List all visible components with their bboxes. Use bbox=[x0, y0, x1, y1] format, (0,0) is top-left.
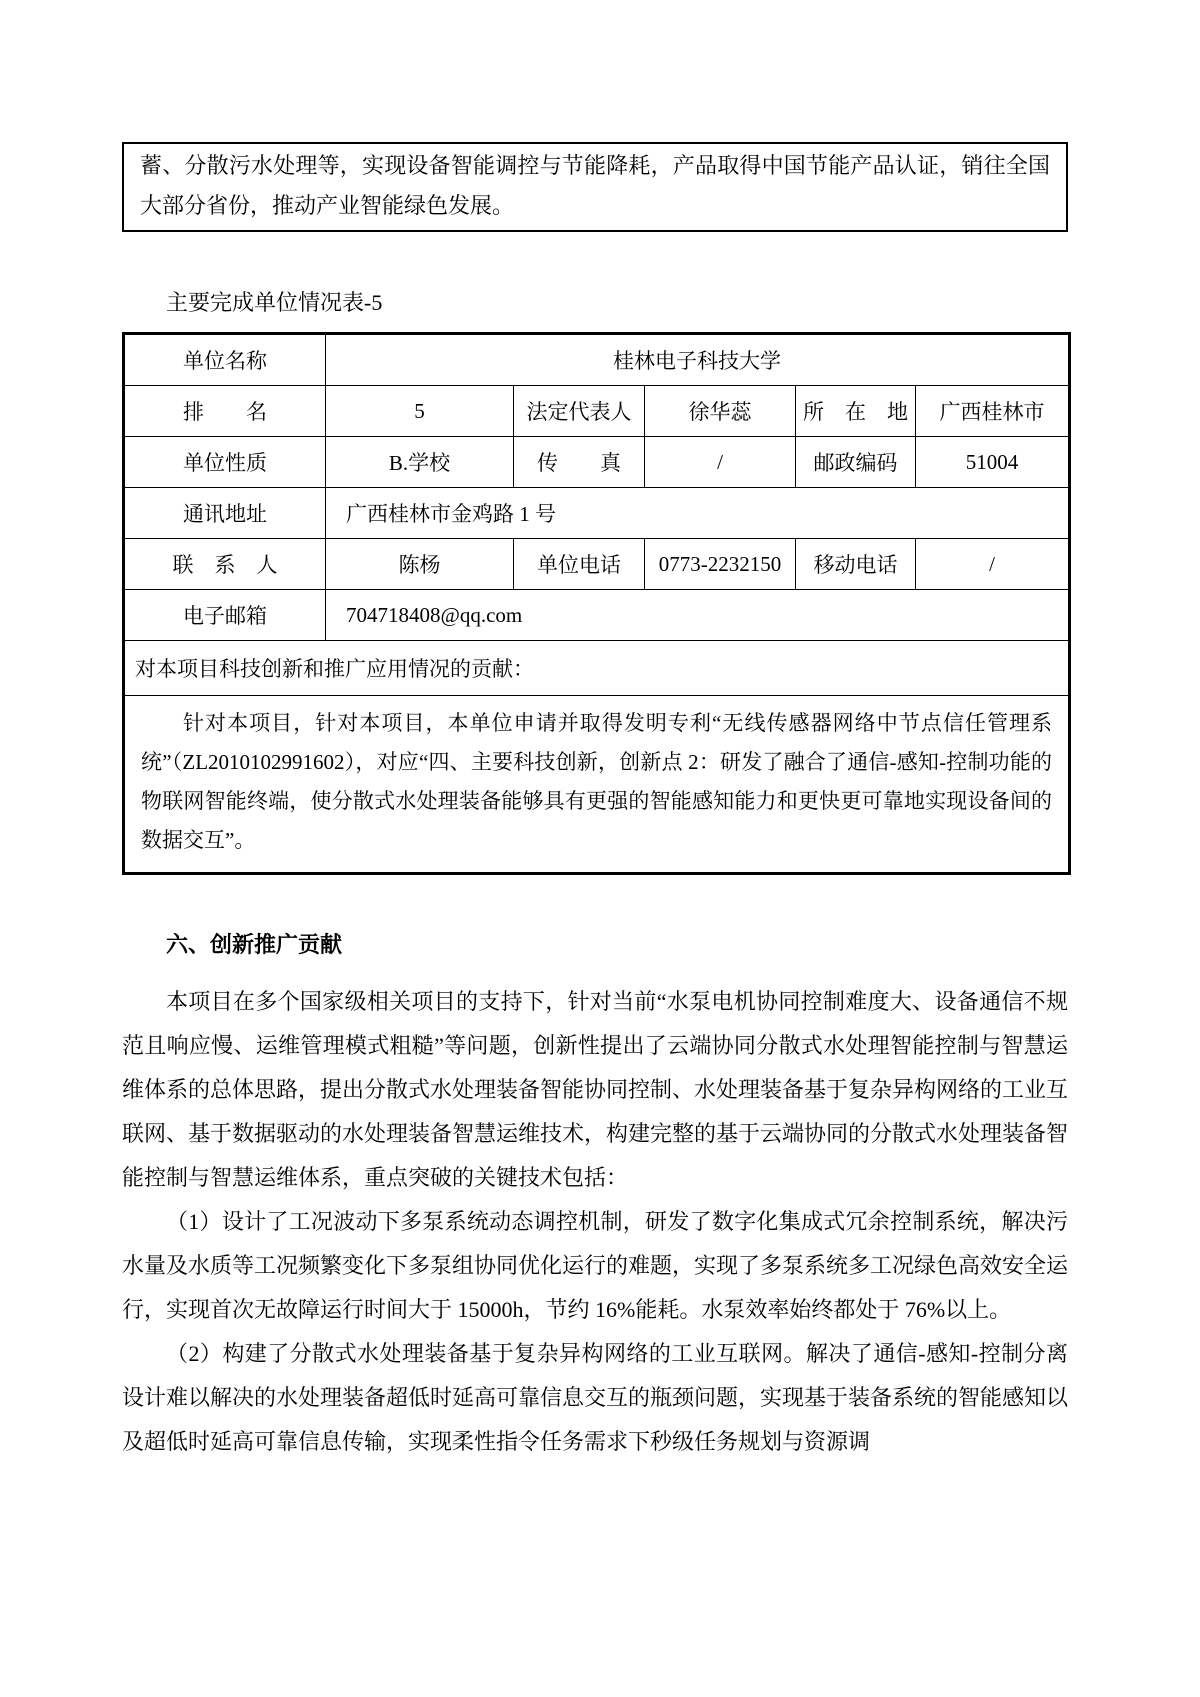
table-row bbox=[124, 590, 1070, 641]
location-label: 所 在 地 bbox=[796, 386, 916, 437]
table-row bbox=[124, 641, 1070, 696]
table-row bbox=[124, 539, 1070, 590]
unit-info-table bbox=[122, 332, 1071, 875]
rank-value: 5 bbox=[326, 386, 514, 437]
fax-label: 传 真 bbox=[514, 437, 645, 488]
table-row bbox=[124, 386, 1070, 437]
table-row bbox=[124, 488, 1070, 539]
section-six-heading: 六、创新推广贡献 bbox=[166, 932, 343, 957]
contribution-text: 针对本项目，针对本项目，本单位申请并取得发明专利“无线传感器网络中节点信任管理系统”（ZL2010102991602），对应“四、主要科技创新，创新点 2：研发了融合了通信-感知-控制功能的物联网智能终端，使分散式水处理装备能够具有更强的智能感知能力和更快更可靠地实现设备间的数据交互”。 bbox=[141, 711, 1053, 852]
legal-representative-label: 法定代表人 bbox=[514, 386, 645, 437]
mailing-address-value: 广西桂林市金鸡路 1 号 bbox=[326, 488, 1070, 539]
unit-phone-value: 0773-2232150 bbox=[645, 539, 796, 590]
unit-name-value: 桂林电子科技大学 bbox=[326, 334, 1070, 386]
unit-name-label: 单位名称 bbox=[124, 334, 326, 386]
unit-nature-label: 单位性质 bbox=[124, 437, 326, 488]
email-label: 电子邮箱 bbox=[124, 590, 326, 641]
mailing-address-label: 通讯地址 bbox=[124, 488, 326, 539]
section-six-body bbox=[122, 980, 1068, 1464]
rank-label: 排 名 bbox=[124, 386, 326, 437]
unit-nature-value: B.学校 bbox=[326, 437, 514, 488]
table-title: 主要完成单位情况表-5 bbox=[166, 290, 383, 315]
table-row bbox=[124, 334, 1070, 386]
table-row bbox=[124, 696, 1070, 874]
postal-code-value: 51004 bbox=[916, 437, 1070, 488]
section-six-paragraph-1: 本项目在多个国家级相关项目的支持下，针对当前“水泵电机协同控制难度大、设备通信不规范且响应慢、运维管理模式粗糙”等问题，创新性提出了云端协同分散式水处理智能控制与智慧运维体系的总体思路，提出分散式水处理装备智能协同控制、水处理装备基于复杂异构网络的工业互联网、基于数据驱动的水处理装备智慧运维技术，构建完整的基于云端协同的分散式水处理装备智能控制与智慧运维体系，重点突破的关键技术包括： bbox=[122, 989, 1069, 1190]
mobile-phone-value: / bbox=[916, 539, 1070, 590]
postal-code-label: 邮政编码 bbox=[796, 437, 916, 488]
contribution-heading: 对本项目科技创新和推广应用情况的贡献： bbox=[124, 641, 1070, 696]
continuation-paragraph bbox=[122, 142, 1068, 232]
contact-person-label: 联 系 人 bbox=[124, 539, 326, 590]
legal-representative-value: 徐华蕊 bbox=[645, 386, 796, 437]
section-six-paragraph-3: （2）构建了分散式水处理装备基于复杂异构网络的工业互联网。解决了通信-感知-控制分离设计难以解决的水处理装备超低时延高可靠信息交互的瓶颈问题，实现基于装备系统的智能感知以及超低时延高可靠信息传输，实现柔性指令任务需求下秒级任务规划与资源调 bbox=[122, 1341, 1069, 1454]
location-value: 广西桂林市 bbox=[916, 386, 1070, 437]
continuation-text: 蓄、分散污水处理等，实现设备智能调控与节能降耗，产品取得中国节能产品认证，销往全国大部分省份，推动产业智能绿色发展。 bbox=[140, 153, 1050, 218]
table-row bbox=[124, 437, 1070, 488]
mobile-phone-label: 移动电话 bbox=[796, 539, 916, 590]
contact-person-value: 陈杨 bbox=[326, 539, 514, 590]
fax-value: / bbox=[645, 437, 796, 488]
email-value: 704718408@qq.com bbox=[326, 590, 1070, 641]
section-six-paragraph-2: （1）设计了工况波动下多泵系统动态调控机制，研发了数字化集成式冗余控制系统，解决污水量及水质等工况频繁变化下多泵组协同优化运行的难题，实现了多泵系统多工况绿色高效安全运行，实现首次无故障运行时间大于 15000h，节约 16%能耗。水泵效率始终都处于 76%以上。 bbox=[122, 1209, 1069, 1322]
contribution-paragraph-cell bbox=[124, 696, 1070, 874]
unit-phone-label: 单位电话 bbox=[514, 539, 645, 590]
